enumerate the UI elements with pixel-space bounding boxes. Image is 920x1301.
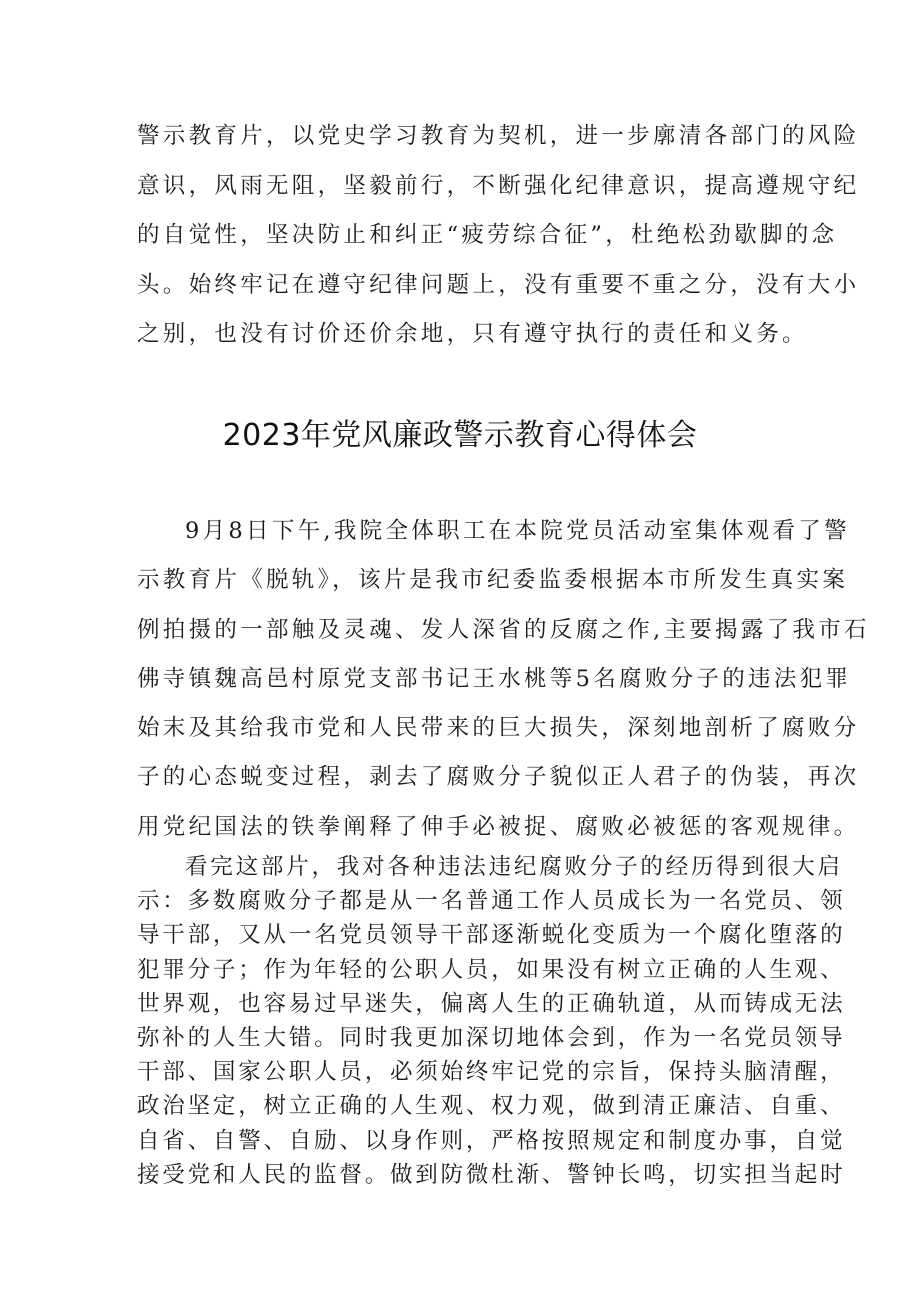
paragraph-line: 意识，风雨无阻，坚毅前行，不断强化纪律意识，提高遵规守纪: [137, 172, 860, 199]
paragraph-line: 警示教育片，以党史学习教育为契机，进一步廓清各部门的风险: [137, 123, 860, 149]
paragraph-line: 佛寺镇魏高邑村原党支部书记王水桃等5名腐败分子的违法犯罪: [137, 665, 852, 692]
paragraph-line: 弥补的人生大错。同时我更加深切地体会到，作为一名党员领导: [137, 1024, 846, 1051]
paragraph-line: 世界观，也容易过早迷失，偏离人生的正确轨道，从而铸成无法: [137, 990, 846, 1017]
paragraph-line: 子的心态蜕变过程，剥去了腐败分子貌似正人君子的伪装，再次: [137, 764, 860, 791]
paragraph-line: 始末及其给我市党和人民带来的巨大损失，深刻地剖析了腐败分: [137, 715, 860, 742]
paragraph-line: 示：多数腐败分子都是从一名普通工作人员成长为一名党员、领: [137, 888, 846, 915]
paragraph-line: 9月8日下午,我院全体职工在本院党员活动室集体观看了警: [185, 518, 850, 544]
paragraph-line: 示教育片《脱轨》，该片是我市纪委监委根据本市所发生真实案: [137, 567, 849, 594]
paragraph-line: 的自觉性，坚决防止和纠正“疲劳综合征”，杜绝松劲歇脚的念: [137, 222, 838, 248]
paragraph-line: 接受党和人民的监督。做到防微杜渐、警钟长鸣，切实担当起时: [137, 1161, 846, 1188]
paragraph-line: 之别，也没有讨价还价余地，只有遵守执行的责任和义务。: [137, 321, 808, 347]
paragraph-line: 政治坚定，树立正确的人生观、权力观，做到清正廉洁、自重、: [137, 1093, 846, 1120]
paragraph-intro: [137, 507, 870, 852]
paragraph-line: 犯罪分子；作为年轻的公职人员，如果没有树立正确的人生观、: [137, 956, 846, 983]
paragraph-line: 看完这部片，我对各种违法违纪腐败分子的经历得到很大启: [185, 854, 843, 880]
paragraph-line: 导干部，又从一名党员领导干部逐渐蜕化变质为一个腐化堕落的: [137, 922, 846, 949]
paragraph-reflection: [137, 850, 846, 1192]
paragraph-line: 例拍摄的一部触及灵魂、发人深省的反腐之作,主要揭露了我市石: [137, 616, 870, 643]
paragraph-line: 自省、自警、自励、以身作则，严格按照规定和制度办事，自觉: [137, 1127, 846, 1154]
document-title: 2023年党风廉政警示教育心得体会: [222, 418, 698, 453]
paragraph-line: 干部、国家公职人员，必须始终牢记党的宗旨，保持头脑清醒，: [137, 1059, 846, 1086]
paragraph-line: 头。始终牢记在遵守纪律问题上，没有重要不重之分，没有大小: [137, 271, 860, 298]
paragraph-line: 用党纪国法的铁拳阐释了伸手必被捉、腐败必被惩的客观规律。: [137, 813, 860, 840]
paragraph-continued: [137, 112, 860, 360]
